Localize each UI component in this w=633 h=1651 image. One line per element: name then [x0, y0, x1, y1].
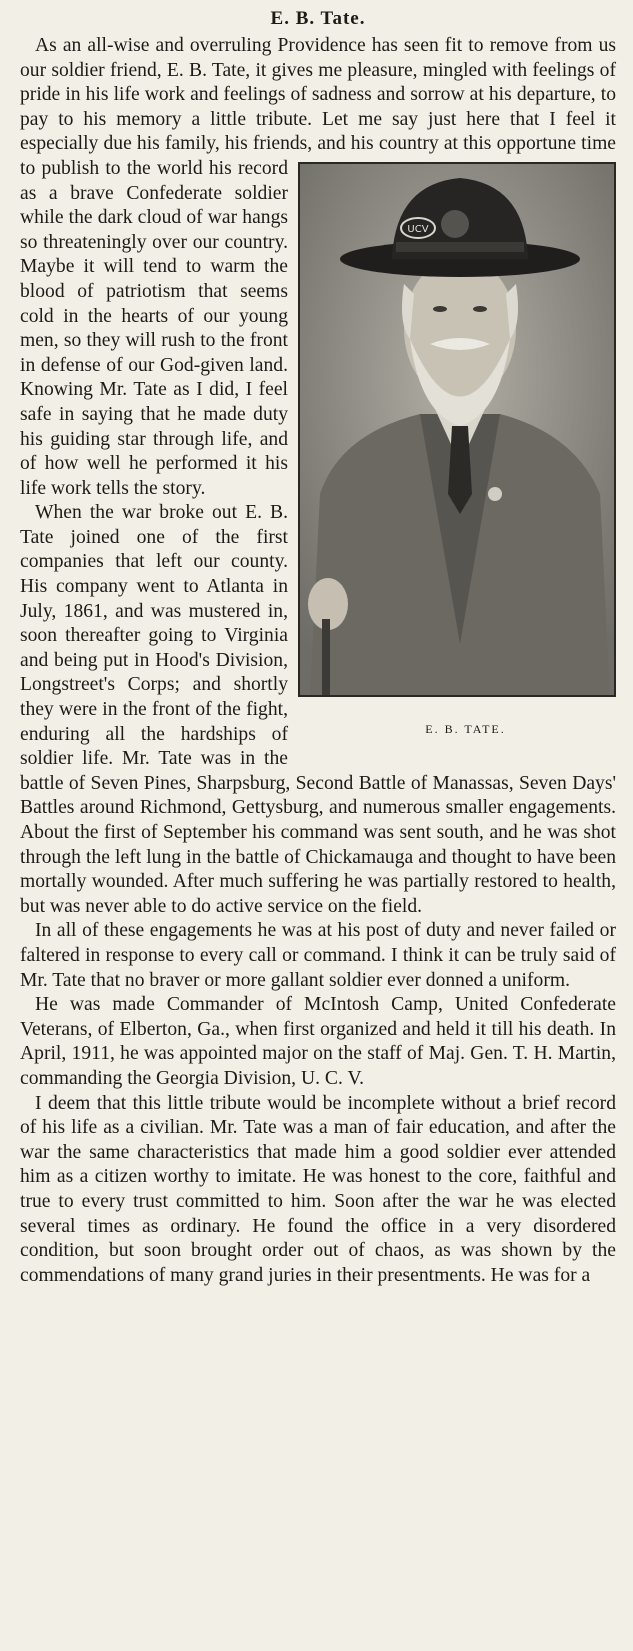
article-title: E. B. Tate.	[270, 8, 366, 29]
paragraph-3: In all of these engagements he was at his post of duty and never failed or faltered in response to every call or command. I think it can be truly said of Mr. Tate that no braver or more gallant soldier ever donned a uniform.	[20, 920, 616, 991]
article-body	[20, 34, 616, 1288]
portrait-caption: E. B. TATE.	[425, 721, 506, 736]
paragraph-1: As an all-wise and overruling Providence has seen fit to remove from us our soldier friend, E. B. Tate, it gives me pleasure, mingled with feelings of pride in his life work and feelings of sadness and sorrow at his departure, to pay to his memory a little tribute. Let me say just here that I feel it especially due his family, his friends, and his country at this UCV E. B. TATE. opportune time to publish to the world his record as a brave Confederate soldier while the dark cloud of war hangs so threateningly over our country. Maybe it will tend to warm the blood of patriotism that seems cold in the hearts of our young men, so they will rush to the front in defense of our God-given land. Knowing Mr. Tate as I did, I feel safe in saying that he made duty his guiding star through life, and of how well he performed it his life work tells the story.	[20, 34, 616, 501]
paragraph-5: I deem that this little tribute would be incomplete without a brief record of his life as a civilian. Mr. Tate was a man of fair education, and after the war the same characteristics that made him a good soldier ever attended him as a citizen worthy to imitate. He was honest to the core, faithful and true to every trust committed to him. Soon after the war he was elected several times as ordinary. He found the office in a very disordered condition, but soon brought order out of chaos, as was shown by the commendations of many grand juries in their presentments. He was for a	[20, 1092, 616, 1286]
portrait-photo	[298, 162, 616, 697]
paragraph-4: He was made Commander of McIntosh Camp, United Confederate Veterans, of Elberton, Ga., when first organized and held it till his death. In April, 1911, he was appointed major on the staff of Maj. Gen. T. H. Martin, commanding the Georgia Division, U. C. V.	[20, 994, 616, 1089]
portrait-illustration	[300, 164, 614, 695]
paragraph-2: When the war broke out E. B. Tate joined one of the first companies that left our county. His company went to Atlanta in July, 1861, and was mustered in, soon thereafter going to Virginia and being put in Hood's Division, Longstreet's Corps; and shortly they were in the front of the fight, enduring all the hardships of soldier life. Mr. Tate was in the battle of Seven Pines, Sharpsburg, Second Battle of Manassas, Seven Days' Battles around Richmond, Gettysburg, and numerous smaller engagements. About the first of September his command was sent south, and he was shot through the left lung in the battle of Chickamauga and thought to have been mortally wounded. After much suffering he was partially restored to health, but was never able to do active service on the field.	[20, 502, 616, 917]
hat-badge-text: UCV	[407, 223, 429, 235]
portrait-figure	[298, 162, 618, 746]
